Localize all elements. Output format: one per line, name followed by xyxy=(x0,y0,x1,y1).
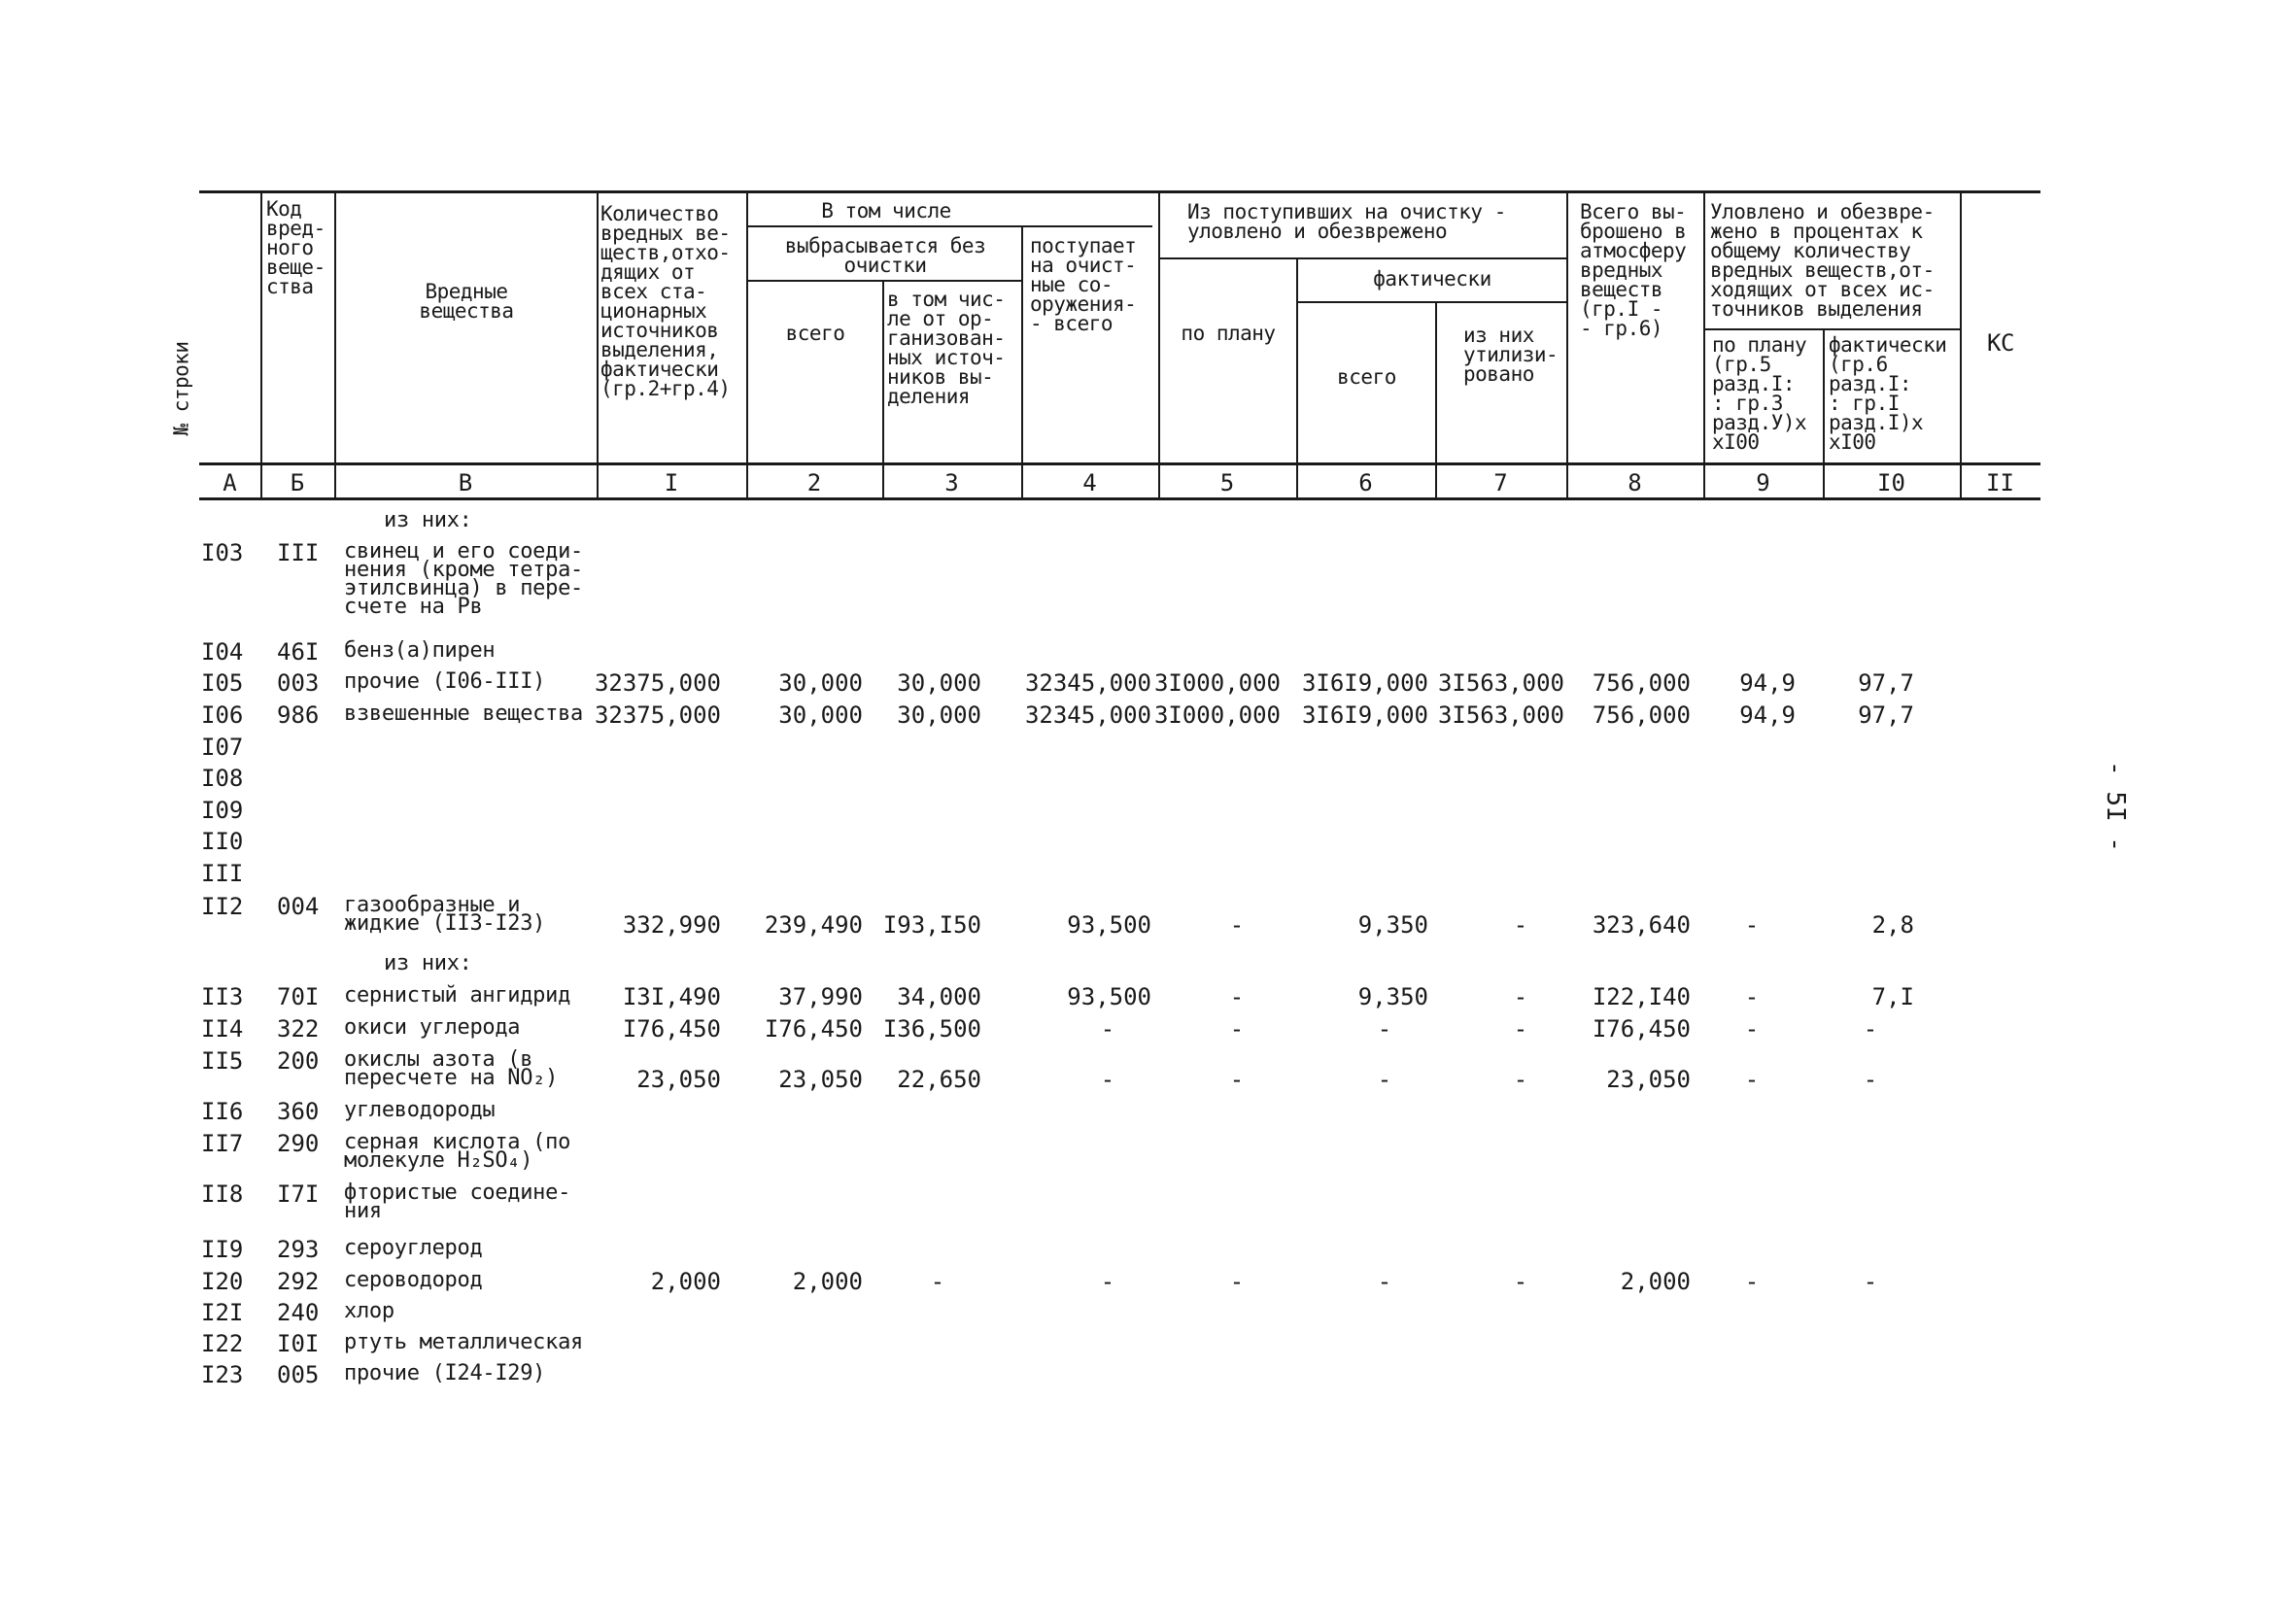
column-label: 3 xyxy=(944,469,959,496)
row-number: I09 xyxy=(201,797,244,824)
value-col-9: - xyxy=(1744,1066,1760,1093)
substance-code: 46I xyxy=(277,638,320,666)
column-label: I xyxy=(664,469,679,496)
substance-name: углеводороды xyxy=(344,1098,496,1122)
vline-3 xyxy=(597,192,599,499)
value-col-10: 7,I xyxy=(1871,983,1914,1010)
page-number: - 5I - xyxy=(2100,761,2130,852)
value-col-9: 94,9 xyxy=(1739,701,1796,729)
value-col-5: - xyxy=(1229,1268,1245,1295)
value-col-5: - xyxy=(1229,983,1245,1010)
value-col-2: 30,000 xyxy=(778,701,863,729)
value-col-4: - xyxy=(1100,1066,1115,1093)
column-label: А xyxy=(223,469,237,496)
row-number: I05 xyxy=(201,669,244,697)
value-col-5: - xyxy=(1229,1015,1245,1043)
value-col-2: 2,000 xyxy=(792,1268,863,1295)
value-col-3: 34,000 xyxy=(897,983,981,1010)
column-label: II xyxy=(1986,469,2014,496)
value-col-7: - xyxy=(1513,911,1528,939)
header-col3: в том чис- ле от ор- ганизован- ных источ- ников вы- деления xyxy=(887,288,1006,408)
value-col-6: 3I6I9,000 xyxy=(1301,701,1428,729)
column-label: 2 xyxy=(806,469,822,496)
substance-name: взвешенные вещества xyxy=(344,701,583,726)
row-number: II4 xyxy=(201,1015,244,1043)
rule-pct xyxy=(1705,328,1960,330)
value-col-1: 32375,000 xyxy=(594,701,721,729)
column-label: 6 xyxy=(1358,469,1373,496)
value-col-5: - xyxy=(1229,911,1245,939)
value-col-4: - xyxy=(1100,1015,1115,1043)
value-col-4: - xyxy=(1100,1268,1115,1295)
substance-code: 70I xyxy=(277,983,320,1010)
header-col5: по плану xyxy=(1181,322,1276,345)
header-pct: Уловлено и обезвре- жено в процентах к общему количеству вредных веществ,от- ходящих от всех ис- точников выделения xyxy=(1710,200,1935,321)
header-including: В том числе xyxy=(821,199,951,222)
value-col-1: I76,450 xyxy=(622,1015,721,1043)
substance-name: окислы азота (в пересчете на NO₂) xyxy=(344,1047,559,1090)
substance-name: сероуглерод xyxy=(344,1236,483,1260)
value-col-2: 239,490 xyxy=(764,911,863,939)
value-col-8: 756,000 xyxy=(1592,701,1691,729)
value-col-9: - xyxy=(1744,983,1760,1010)
value-col-8: I22,I40 xyxy=(1592,983,1691,1010)
value-col-6: 9,350 xyxy=(1357,983,1428,1010)
rule-captured xyxy=(1160,257,1568,259)
row-number: II9 xyxy=(201,1236,244,1263)
substance-code: 360 xyxy=(277,1098,320,1125)
substance-name: ртуть металлическая xyxy=(344,1330,583,1354)
substance-code: III xyxy=(277,539,320,566)
row-number: I23 xyxy=(201,1361,244,1388)
header-col11: КС xyxy=(1987,329,2014,357)
substance-code: 986 xyxy=(277,701,320,729)
substance-name: фтористые соедине- ния xyxy=(344,1180,571,1223)
column-label: 4 xyxy=(1082,469,1097,496)
row-number: II7 xyxy=(201,1130,244,1157)
column-label: Б xyxy=(290,469,305,496)
header-emitted-untreated: выбрасывается без очистки xyxy=(784,234,986,277)
vline-1 xyxy=(260,192,262,499)
value-col-9: - xyxy=(1744,1015,1760,1043)
header-col10: фактически (гр.6 разд.I: : гр.I разд.I)х хI00 xyxy=(1829,333,1947,454)
substance-name: свинец и его соеди- нения (кроме тетра- этилсвинца) в пере- счете на Pв xyxy=(344,539,583,619)
table-top-rule xyxy=(199,190,2040,193)
substance-code: 003 xyxy=(277,669,320,697)
header-col6: всего xyxy=(1337,365,1396,389)
value-col-1: 23,050 xyxy=(636,1066,721,1093)
column-label: I0 xyxy=(1877,469,1905,496)
row-number: II0 xyxy=(201,828,244,855)
value-col-2: 23,050 xyxy=(778,1066,863,1093)
row-number: II5 xyxy=(201,1047,244,1075)
value-col-5: 3I000,000 xyxy=(1153,701,1281,729)
labels-bottom-rule xyxy=(199,497,2040,500)
substance-code: 240 xyxy=(277,1299,320,1326)
value-col-4: 32345,000 xyxy=(1024,669,1151,697)
value-col-8: 323,640 xyxy=(1592,911,1691,939)
value-col-3: 22,650 xyxy=(897,1066,981,1093)
column-label: В xyxy=(458,469,473,496)
value-col-7: 3I563,000 xyxy=(1437,701,1564,729)
value-col-7: - xyxy=(1513,1268,1528,1295)
subgroup-label: из них: xyxy=(384,508,472,532)
vline-7 xyxy=(1158,192,1160,499)
vline-2 xyxy=(334,192,336,499)
value-col-6: - xyxy=(1377,1015,1392,1043)
substance-code: I7I xyxy=(277,1180,320,1208)
substance-code: 200 xyxy=(277,1047,320,1075)
value-col-10: 2,8 xyxy=(1871,911,1914,939)
value-col-3: - xyxy=(930,1268,945,1295)
substance-name: серная кислота (по молекуле H₂SO₄) xyxy=(344,1130,571,1173)
header-col7: из них утилизи- ровано xyxy=(1463,324,1559,386)
header-col4: поступает на очист- ные со- оружения- - всего xyxy=(1030,234,1137,335)
column-label: 8 xyxy=(1628,469,1642,496)
substance-code: 322 xyxy=(277,1015,320,1043)
header-col9: по плану (гр.5 разд.I: : гр.3 разд.У)х хI00 xyxy=(1712,333,1807,454)
row-number: II3 xyxy=(201,983,244,1010)
header-code: Код вред- ного веще- ства xyxy=(266,197,326,298)
row-number: II2 xyxy=(201,893,244,920)
value-col-9: - xyxy=(1744,1268,1760,1295)
value-col-10: 97,7 xyxy=(1858,701,1914,729)
substance-name: хлор xyxy=(344,1299,394,1323)
column-label: 9 xyxy=(1756,469,1770,496)
row-number: I2I xyxy=(201,1299,244,1326)
value-col-1: 32375,000 xyxy=(594,669,721,697)
value-col-8: 23,050 xyxy=(1606,1066,1691,1093)
value-col-4: 32345,000 xyxy=(1024,701,1151,729)
header-actually: фактически xyxy=(1373,267,1491,291)
row-number: I22 xyxy=(201,1330,244,1357)
subgroup-label: из них: xyxy=(384,951,472,975)
value-col-9: 94,9 xyxy=(1739,669,1796,697)
value-col-8: 2,000 xyxy=(1620,1268,1691,1295)
header-col1: Количество вредных ве- ществ,отхо- дящих от всех ста- ционарных источников выделения, фактически (гр.2+гр.4) xyxy=(600,202,731,400)
value-col-7: - xyxy=(1513,1015,1528,1043)
header-col2: всего xyxy=(785,322,845,345)
value-col-6: 3I6I9,000 xyxy=(1301,669,1428,697)
substance-name: окиси углерода xyxy=(344,1015,521,1040)
value-col-2: 37,990 xyxy=(778,983,863,1010)
value-col-5: 3I000,000 xyxy=(1153,669,1281,697)
value-col-10: - xyxy=(1863,1015,1878,1043)
value-col-10: - xyxy=(1863,1066,1878,1093)
substance-code: 292 xyxy=(277,1268,320,1295)
column-label: 5 xyxy=(1219,469,1235,496)
value-col-6: - xyxy=(1377,1066,1392,1093)
vline-10 xyxy=(1566,192,1568,499)
value-col-3: I93,I50 xyxy=(882,911,981,939)
value-col-4: 93,500 xyxy=(1067,983,1151,1010)
header-substances: Вредные вещества xyxy=(419,280,514,323)
substance-code: 004 xyxy=(277,893,320,920)
substance-name: бенз(а)пирен xyxy=(344,638,496,663)
value-col-10: - xyxy=(1863,1268,1878,1295)
value-col-6: - xyxy=(1377,1268,1392,1295)
substance-code: 293 xyxy=(277,1236,320,1263)
header-bottom-rule xyxy=(199,462,2040,465)
rule-untreated xyxy=(748,280,1023,282)
value-col-3: I36,500 xyxy=(882,1015,981,1043)
value-col-9: - xyxy=(1744,911,1760,939)
value-col-8: 756,000 xyxy=(1592,669,1691,697)
header-row-no: № строки xyxy=(169,341,193,436)
value-col-3: 30,000 xyxy=(897,701,981,729)
value-col-2: 30,000 xyxy=(778,669,863,697)
value-col-7: - xyxy=(1513,983,1528,1010)
rule-actually xyxy=(1298,301,1568,303)
row-number: III xyxy=(201,860,244,887)
value-col-1: 2,000 xyxy=(650,1268,721,1295)
value-col-7: - xyxy=(1513,1066,1528,1093)
header-captured: Из поступивших на очистку - уловлено и обезврежено xyxy=(1187,200,1506,243)
value-col-8: I76,450 xyxy=(1592,1015,1691,1043)
vline-11 xyxy=(1703,192,1705,499)
substance-code: 005 xyxy=(277,1361,320,1388)
value-col-5: - xyxy=(1229,1066,1245,1093)
row-number: I06 xyxy=(201,701,244,729)
value-col-7: 3I563,000 xyxy=(1437,669,1564,697)
value-col-2: I76,450 xyxy=(764,1015,863,1043)
value-col-6: 9,350 xyxy=(1357,911,1428,939)
substance-code: I0I xyxy=(277,1330,320,1357)
column-label: 7 xyxy=(1493,469,1508,496)
value-col-3: 30,000 xyxy=(897,669,981,697)
vline-5 xyxy=(882,280,884,499)
substance-code: 290 xyxy=(277,1130,320,1157)
row-number: I07 xyxy=(201,734,244,761)
row-number: II6 xyxy=(201,1098,244,1125)
row-number: I04 xyxy=(201,638,244,666)
row-number: I08 xyxy=(201,765,244,792)
substance-name: сероводород xyxy=(344,1268,483,1292)
row-number: I03 xyxy=(201,539,244,566)
substance-name: прочие (I24-I29) xyxy=(344,1361,546,1385)
substance-name: газообразные и жидкие (II3-I23) xyxy=(344,893,546,936)
value-col-4: 93,500 xyxy=(1067,911,1151,939)
substance-name: прочие (I06-III) xyxy=(344,669,546,694)
value-col-1: I3I,490 xyxy=(622,983,721,1010)
row-number: I20 xyxy=(201,1268,244,1295)
row-number: II8 xyxy=(201,1180,244,1208)
rule-including xyxy=(748,225,1152,227)
value-col-10: 97,7 xyxy=(1858,669,1914,697)
value-col-1: 332,990 xyxy=(622,911,721,939)
header-col8: Всего вы- брошено в атмосферу вредных веществ (гр.I - - гр.6) xyxy=(1580,200,1687,340)
substance-name: сернистый ангидрид xyxy=(344,983,571,1008)
